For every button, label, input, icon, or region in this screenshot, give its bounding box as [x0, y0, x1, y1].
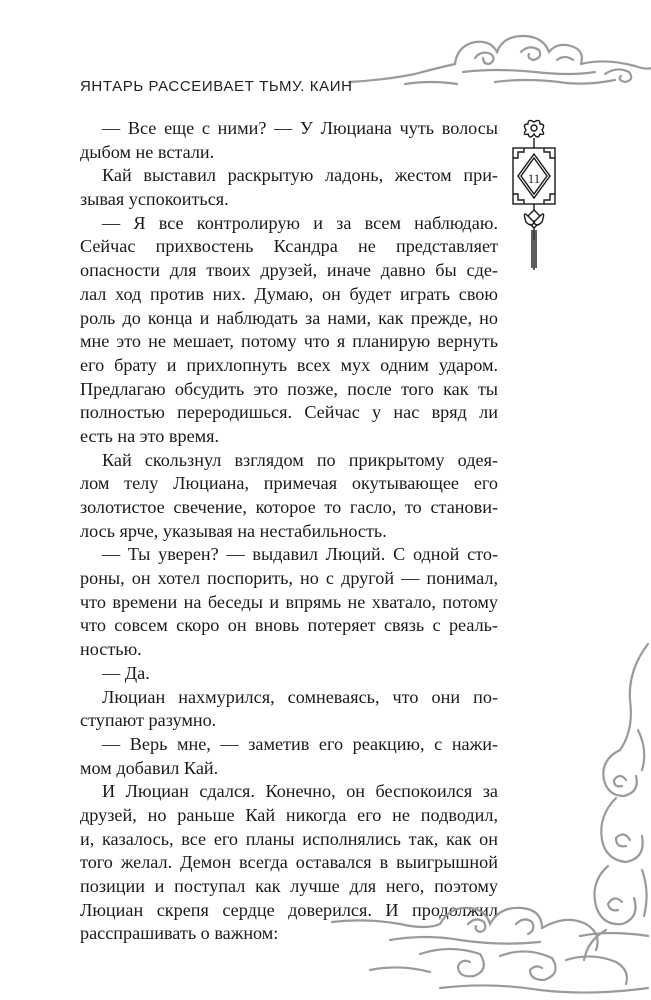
top-cloud-ornament: [345, 28, 651, 94]
text-line: Кай скользнул взглядом по прикрытому одея-: [102, 449, 498, 470]
text-line: роны, он хотел поспорить, но с другой — понимал,: [80, 568, 498, 589]
text-line: расспрашивать о важном:: [80, 923, 279, 944]
text-line: роль до конца и наблюдать за нами, как прежде, но: [80, 307, 498, 328]
text-line: опасности для твоих друзей, иначе давно бы сде-: [80, 260, 498, 281]
page-number-ornament: [510, 118, 558, 270]
text-line: что совсем скоро он вновь потеряет связь с реаль-: [80, 615, 498, 636]
text-line: ступают разумно.: [80, 710, 217, 731]
text-line: того желал. Демон всегда оставался в выигрышной: [80, 852, 498, 873]
text-line: и, казалось, все его планы исполнялись так, как он: [80, 828, 498, 849]
bottom-cloud-ornament: [330, 900, 651, 1000]
text-line: лось ярче, указывая на нестабильность.: [80, 520, 387, 541]
text-line: ностью.: [80, 639, 142, 660]
text-line: полностью переродишься. Сейчас у нас вряд ли: [80, 402, 498, 423]
text-line: есть на это время.: [80, 425, 220, 446]
text-line: Сейчас прихвостень Ксандра не представляет: [80, 236, 498, 257]
text-line: его брату и прихлопнуть всех мух одним ударом.: [80, 354, 498, 375]
text-line: — Я все контролирую и за всем наблюдаю.: [102, 212, 498, 233]
body-text: [80, 117, 498, 946]
text-line: дыбом не встали.: [80, 141, 215, 162]
text-line: золотистое свечение, которое то гасло, то станови-: [80, 497, 498, 517]
running-header: ЯНТАРЬ РАССЕИВАЕТ ТЬМУ. КАИН: [80, 78, 353, 95]
text-line: друзей, но раньше Кай никогда его не подводил,: [80, 804, 498, 825]
page-number: 11: [527, 171, 541, 186]
text-line: Люциан нахмурился, сомневаясь, что они по-: [102, 686, 498, 707]
text-line: лом телу Люциана, примечая окутывающее его: [80, 473, 498, 494]
text-line: мом добавил Кай.: [80, 757, 219, 778]
text-line: Кай выставил раскрытую ладонь, жестом при-: [102, 165, 498, 186]
text-line: — Все еще с ними? — У Люциана чуть волосы: [102, 118, 498, 138]
text-line: — Ты уверен? — выдавил Люций. С одной сто-: [102, 544, 498, 565]
text-line: — Да.: [102, 662, 150, 683]
text-line: Предлагаю обсудить это позже, после того как ты: [80, 378, 498, 399]
text-line: — Верь мне, — заметив его реакцию, с нажи-: [102, 733, 498, 754]
text-line: позиции и поступал как лучше для него, поэтому: [80, 876, 498, 896]
text-line: зывая успокоиться.: [80, 189, 229, 210]
text-line: что времени на беседы и впрямь не хватало, потому: [80, 591, 498, 612]
text-line: И Люциан сдался. Конечно, он беспокоился за: [102, 781, 498, 802]
text-line: мне это не мешает, потому что я планирую вернуть: [80, 331, 498, 352]
text-line: лал ход против них. Думаю, он будет играть свою: [80, 283, 498, 304]
text-line: Люциан скрепя сердце доверился. И продолжил: [80, 899, 498, 920]
